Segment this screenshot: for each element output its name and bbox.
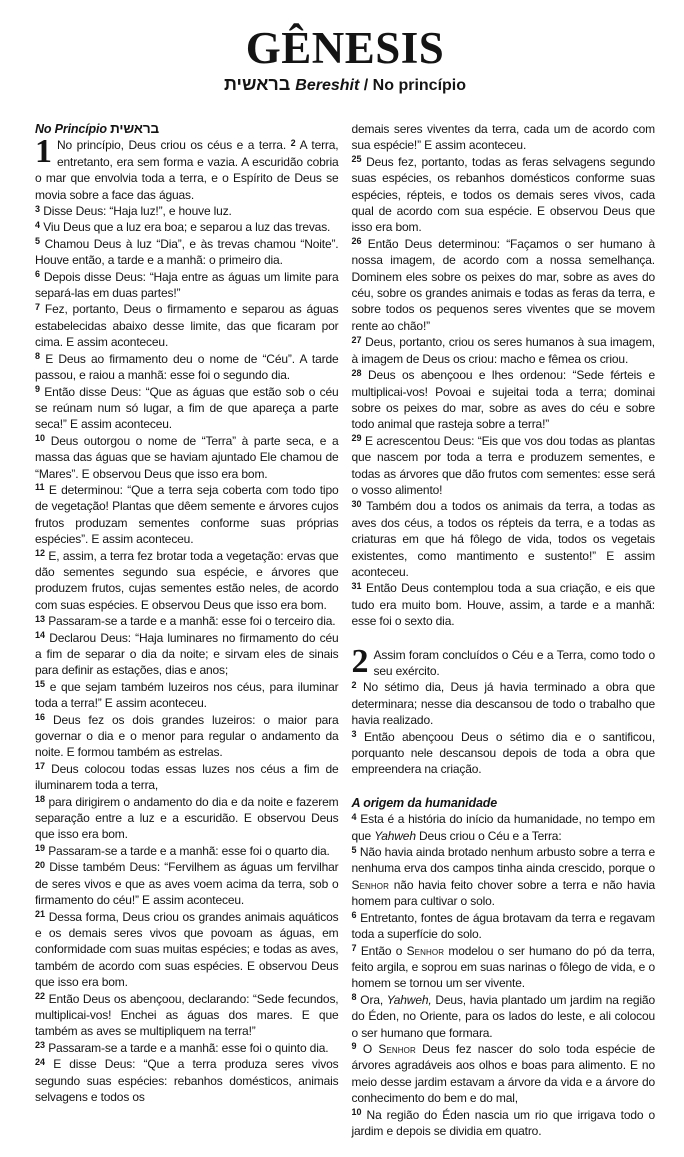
verse-number: 9 xyxy=(35,384,41,394)
book-subtitle xyxy=(35,74,655,95)
verse-number: 8 xyxy=(351,992,357,1003)
left-column xyxy=(35,121,339,1139)
verse: $^{25}$ Deus fez, portanto, todas as feras selvagens segundo suas espécies, os rebanhos domésticos conforme suas espécies, répteis, e todos os demais seres vivos, cada qual de acordo com sua espécie. E observou Deus que isso era bom. xyxy=(351,154,655,235)
verse: $^7$ Então o Senhor modelou o ser humano do pó da terra, feito argila, e soprou em suas narinas o fôlego de vida, e o homem se tornou um ser vivente. xyxy=(351,943,655,991)
hebrew-title: בראשית xyxy=(224,74,291,94)
verse: $^{19}$ Passaram-se a tarde e a manhã: esse foi o quarto dia. xyxy=(35,843,330,858)
verse: $^{16}$ Deus fez os dois grandes luzeiros: o maior para governar o dia e o menor para regular o andamento da noite. E formou também as estrelas. xyxy=(35,712,339,760)
verse-number: 20 xyxy=(35,859,46,870)
verse: $^6$ Depois disse Deus: “Haja entre as águas um limite para separá-las em duas partes!” xyxy=(35,269,339,301)
verse: $^{28}$ Deus os abençoou e lhes ordenou: “Sede férteis e multiplicai-vos! Povoai e sujeitai toda a terra; dominai sobre os peixes do mar, sobre as aves do céu e sobre todo animal que rasteja sobre a terra!” xyxy=(351,367,655,432)
verse: $^5$ Chamou Deus à luz “Dia”, e às trevas chamou “Noite”. Houve então, a tarde e a manhã: o primeiro dia. xyxy=(35,236,339,268)
text-columns xyxy=(35,121,655,1139)
verse: $^{24}$ E disse Deus: “Que a terra produza seres vivos segundo suas espécies: rebanhos domésticos, animais selvagens e todos os xyxy=(35,1056,339,1104)
transliteration: Bereshit xyxy=(295,77,360,94)
subtitle-translation: No princípio xyxy=(372,77,466,94)
verse-number: 2 xyxy=(351,679,357,690)
verse-number: 6 xyxy=(35,269,41,280)
verse-number: 4 xyxy=(35,219,41,230)
verse-number: 13 xyxy=(35,613,46,624)
verse-number: 9 xyxy=(351,1041,357,1052)
verse: $^{15}$ e que sejam também luzeiros nos céus, para iluminar toda a terra!” E assim aconteceu. xyxy=(35,679,339,711)
verse-number: 5 xyxy=(35,236,41,247)
verse: $^{20}$ Disse também Deus: “Fervilhem as águas um fervilhar de seres vivos e que as aves voem acima da terra, sob o firmamento do céu!” E assim aconteceu. xyxy=(35,859,339,908)
section-heading: A origem da humanidade xyxy=(351,795,498,810)
verse-number: 14 xyxy=(35,630,46,641)
verse-continuation: demais seres viventes da terra, cada um de acordo com sua espécie!” E assim aconteceu. xyxy=(351,122,655,153)
verse: $^8$ Ora, Yahweh, Deus, havia plantado um jardim na região do Éden, no Oriente, para os lados do leste, e ali colocou o ser humano que formara. xyxy=(351,992,655,1040)
verse-number: 25 xyxy=(351,154,362,165)
verse: $^8$ E Deus ao firmamento deu o nome de “Céu”. A tarde passou, e raiou a manhã: esse foi o segundo dia. xyxy=(35,351,339,383)
verse: $^{13}$ Passaram-se a tarde e a manhã: esse foi o terceiro dia. xyxy=(35,613,336,629)
verse-number: 7 xyxy=(351,943,357,953)
verse-number: 29 xyxy=(351,433,362,444)
verse: $^3$ Disse Deus: “Haja luz!”, e houve luz. xyxy=(35,203,232,219)
divine-name-smallcaps: Senhor xyxy=(378,1041,416,1056)
verse-number: 28 xyxy=(351,367,362,378)
chapter-1-start: 1 No princípio, Deus criou os céus e a terra. $^2$ A terra, entretanto, era sem forma e vazia. A escuridão cobria o mar que envolvia toda a terra, e o Espírito de Deus se movia sobre a face das águas. xyxy=(35,133,339,202)
verse: $^{22}$ Então Deus os abençoou, declarando: “Sede fecundos, multiplicai-vos! Enchei as águas dos mares. E que também as aves se multipliquem na terra!” xyxy=(35,991,339,1039)
verse-number: 4 xyxy=(351,811,357,822)
verse-number: 18 xyxy=(35,794,46,805)
divine-name-smallcaps: Senhor xyxy=(351,877,389,892)
verse-number: 15 xyxy=(35,679,46,690)
verse: $^{10}$ Na região do Éden nascia um rio que irrigava todo o jardim e depois se dividia em quatro. xyxy=(351,1107,655,1138)
right-column xyxy=(352,121,656,1139)
verse-number: 24 xyxy=(35,1056,46,1067)
subtitle-separator: / xyxy=(359,77,373,94)
verse: $^4$ Viu Deus que a luz era boa; e separou a luz das trevas. xyxy=(35,219,331,235)
verse: $^7$ Fez, portanto, Deus o firmamento e separou as águas estabelecidas abaixo desse limite, das que ficaram por cima. E assim aconteceu. xyxy=(35,301,339,350)
verse: $^2$ No sétimo dia, Deus já havia terminado a obra que determinara; nesse dia descansou de todo o trabalho que havia realizado. xyxy=(351,679,655,728)
chapter-2-start: 2 Assim foram concluídos o Céu e a Terra, como todo o seu exército. xyxy=(351,642,655,680)
verse: $^{30}$ Também dou a todos os animais da terra, a todas as aves dos céus, a todos os répteis da terra, e a todas as criaturas em que há fôlego de vida, todos os vegetais existentes, como mantimento e sustento!” E assim aconteceu. xyxy=(351,498,655,579)
verse: $^{17}$ Deus colocou todas essas luzes nos céus a fim de iluminarem toda a terra, xyxy=(35,761,339,793)
verse-number: 31 xyxy=(351,580,362,591)
verse-number: 23 xyxy=(35,1040,46,1051)
verse-number: 16 xyxy=(35,712,46,723)
verse: $^6$ Entretanto, fontes de água brotavam da terra e regavam toda a superfície do solo. xyxy=(351,910,655,942)
verse: $^{14}$ Declarou Deus: “Haja luminares no firmamento do céu a fim de separar o dia da noite; e sirvam eles de sinais para definir as estações, dias e anos; xyxy=(35,630,339,678)
verse-number: 6 xyxy=(351,910,357,921)
verse-number: 3 xyxy=(351,729,357,740)
verse: $^4$ Esta é a história do início da humanidade, no tempo em que Yahweh Deus criou o Céu e a Terra: xyxy=(351,811,655,843)
verse: $^{11}$ E determinou: “Que a terra seja coberta com todo tipo de vegetação! Plantas que dêem semente e árvores cujos frutos produzam sementes conforme suas próprias espécies”. E assim aconteceu. xyxy=(35,482,339,547)
verse: $^{29}$ E acrescentou Deus: “Eis que vos dou todas as plantas que nascem por toda a terra e produzem sementes, e todas as árvores que dão frutos com sementes: esse será o vosso alimento! xyxy=(351,433,655,497)
verse: $^5$ Não havia ainda brotado nenhum arbusto sobre a terra e nenhuma erva dos campos tinha ainda crescido, porque o Senhor não havia feito chover sobre a terra e não havia homem para cultivar o solo. xyxy=(351,844,655,909)
chapter-number: 2 xyxy=(351,642,369,680)
verse: $^{21}$ Dessa forma, Deus criou os grandes animais aquáticos e os demais seres vivos que povoam as águas, em conformidade com suas muitas espécies; e todas as aves, também de acordo com suas espécies. E observou Deus que isso era bom. xyxy=(35,909,339,990)
verse-number: 21 xyxy=(35,909,46,919)
divine-name-smallcaps: Senhor xyxy=(406,943,445,958)
chapter-number: 1 xyxy=(35,133,52,171)
verse: $^{10}$ Deus outorgou o nome de “Terra” à parte seca, e a massa das águas que se haviam ajuntado Ele chamou de “Mares”. E observou Deus que isso era bom. xyxy=(35,433,339,481)
verse: $^{18}$ para dirigirem o andamento do dia e da noite e fazerem separação entre a luz e a escuridão. E observou Deus que isso era bom. xyxy=(35,794,339,842)
verse: $^{23}$ Passaram-se a tarde e a manhã: esse foi o quinto dia. xyxy=(35,1040,329,1055)
verse-number: 2 xyxy=(290,137,296,148)
verse-number: 10 xyxy=(351,1107,362,1118)
book-title: GÊNESIS xyxy=(245,23,445,73)
verse: $^9$ Então disse Deus: “Que as águas que estão sob o céu se reúnam num só lugar, a fim de que apareça a parte seca!” E assim aconteceu. xyxy=(35,384,339,432)
verse: $^{26}$ Então Deus determinou: “Façamos o ser humano à nossa imagem, de acordo com a nossa semelhança. Dominem eles sobre os peixes do mar, sobre as aves do céu, sobre os grandes animais e todas as feras da terra, e sobre todos os pequenos seres viventes que se movem rente ao chão!” xyxy=(351,236,655,333)
verse-number: 12 xyxy=(35,548,46,559)
verse-number: 30 xyxy=(351,498,362,509)
verse: $^3$ Então abençoou Deus o sétimo dia e o santificou, porquanto nele descansou depois de toda a obra que empreendera na criação. xyxy=(351,729,655,777)
verse-number: 19 xyxy=(35,843,46,854)
hebrew-text: בראשית xyxy=(110,121,159,136)
verse: $^{31}$ Então Deus contemplou toda a sua criação, e eis que tudo era muito bom. Houve, assim, a tarde e a manhã: esse foi o sexto dia. xyxy=(351,580,655,629)
verse-number: 10 xyxy=(35,433,46,444)
verse: $^{27}$ Deus, portanto, criou os seres humanos à sua imagem, à imagem de Deus os criou: macho e fêmea os criou. xyxy=(351,334,655,366)
verse-number: 26 xyxy=(351,236,362,247)
section-heading: No Princípio בראשית xyxy=(35,121,159,136)
verse: $^{12}$ E, assim, a terra fez brotar toda a vegetação: ervas que dão sementes segundo sua espécie, e árvores que produzem frutos, cujas sementes estão neles, de acordo com suas espécies. E observou Deus que isso era bom. xyxy=(35,548,339,612)
verse-number: 3 xyxy=(35,203,41,214)
verse-number: 22 xyxy=(35,991,46,1002)
verse-number: 27 xyxy=(351,334,362,345)
verse-number: 5 xyxy=(351,844,357,855)
verse-number: 11 xyxy=(35,482,45,493)
verse-number: 17 xyxy=(35,761,46,772)
verse-number: 7 xyxy=(35,301,41,312)
verse: $^9$ O Senhor Deus fez nascer do solo toda espécie de árvores agradáveis aos olhos e boas para alimento. E no meio desse jardim estavam a árvore da vida e a árvore do conhecimento do bem e do mal, xyxy=(351,1041,655,1106)
verse-number: 8 xyxy=(35,351,41,362)
